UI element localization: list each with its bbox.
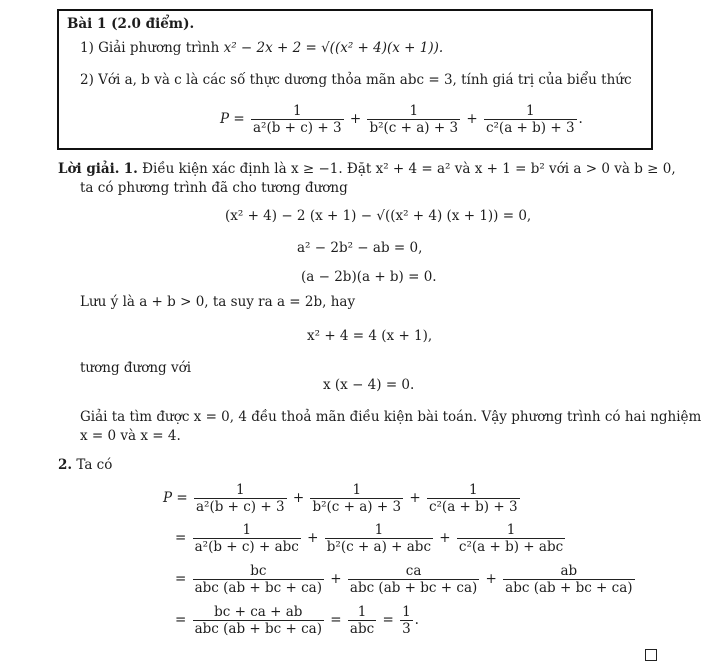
item1-equation: x² − 2x + 2 = √((x² + 4)(x + 1)). <box>223 40 444 56</box>
numerator: 1 <box>402 604 411 620</box>
numerator: 1 <box>352 482 362 498</box>
conclusion-line1: Giải ta tìm được x = 0, 4 đều thoả mãn điều kiện bài toán. Vậy phương trình có hai nghiệm <box>80 409 702 425</box>
row2-term-1 <box>193 522 301 555</box>
denominator: c²(a + b) + 3 <box>428 499 518 515</box>
P-term-3 <box>484 103 577 136</box>
denominator: c²(a + b) + abc <box>458 539 564 555</box>
problem-item-1 <box>80 40 443 56</box>
row-lead: P = <box>163 490 188 506</box>
intro-text-1: Điều kiện xác định là x ≥ −1. Đặt x² + 4 = a² và x + 1 = b² với a > 0 và b ≥ 0, <box>142 161 676 177</box>
derivation-row-final: = $\frac{bc + ca + ab}{\text{abc (ab + bc + ca)}}$ = $\frac{1}{\text{abc}}$ = $\frac{1}{3}$ . <box>175 604 419 637</box>
denominator: b²(c + a) + 3 <box>312 499 402 515</box>
row3-term-3 <box>503 563 634 596</box>
numerator: 1 <box>409 103 419 119</box>
equation-5: x (x − 4) = 0. <box>323 377 415 393</box>
row3-term-1 <box>193 563 324 596</box>
derivation-row-3: = $\frac{bc}{\text{abc (ab + bc + ca)}}$ + $\frac{ca}{\text{abc (ab + bc + ca)}}$ + $\frac{ab}{\text{abc (ab + bc + ca)}}$ <box>175 563 633 596</box>
item1-prefix: 1) Giải phương trình <box>80 40 220 56</box>
row2-term-2 <box>325 522 433 555</box>
note-line: Lưu ý là a + b > 0, ta suy ra a = 2b, hay <box>80 294 356 310</box>
equation-4: x² + 4 = 4 (x + 1), <box>307 328 433 344</box>
row1-term-2 <box>310 482 403 515</box>
problem-item-2: 2) Với a, b và c là các số thực dương thỏa mãn abc = 3, tính giá trị của biểu thức <box>80 72 632 88</box>
denominator: a²(b + c) + 3 <box>195 499 285 515</box>
row1-term-3 <box>427 482 520 515</box>
numerator: bc <box>250 563 267 579</box>
denominator: 3 <box>402 621 411 637</box>
solution-label: Lời giải. <box>58 161 120 177</box>
conclusion-line2: x = 0 và x = 4. <box>80 428 181 444</box>
equation-3: (a − 2b)(a + b) = 0. <box>301 269 437 285</box>
part1-label: 1. <box>123 161 138 177</box>
final-term-2 <box>348 604 376 637</box>
denominator: abc (ab + bc + ca) <box>194 580 322 596</box>
problem-P-formula: P = $\frac{1}{\text{a²(b + c) + 3}}$ + $\frac{1}{\text{b²(c + a) + 3}}$ + $\frac{1}{\text{c²(a + b) + 3}}$ . <box>220 103 583 136</box>
numerator: 1 <box>468 482 478 498</box>
denominator: a²(b + c) + abc <box>194 539 299 555</box>
denominator: b²(c + a) + abc <box>326 539 432 555</box>
numerator: 1 <box>242 522 252 538</box>
denominator: c²(a + b) + 3 <box>485 120 575 136</box>
row1-term-1 <box>194 482 287 515</box>
row-lead: = <box>175 571 187 587</box>
equation-1: (x² + 4) − 2 (x + 1) − √((x² + 4) (x + 1)) = 0, <box>225 208 532 224</box>
solution-intro-line2: ta có phương trình đã cho tương đương <box>80 180 348 196</box>
part2-intro: Ta có <box>76 457 113 473</box>
denominator: abc <box>349 621 375 637</box>
numerator: 1 <box>235 482 245 498</box>
problem-title: Bài 1 (2.0 điểm). <box>67 16 195 32</box>
denominator: b²(c + a) + 3 <box>369 120 459 136</box>
denominator: abc (ab + bc + ca) <box>349 580 478 596</box>
qed-square-icon <box>645 649 657 661</box>
P-term-2 <box>367 103 460 136</box>
denominator: abc (ab + bc + ca) <box>505 580 633 596</box>
row2-term-3 <box>457 522 565 555</box>
solution-intro-line1 <box>58 161 676 177</box>
final-term-3 <box>400 604 413 637</box>
numerator: 1 <box>357 604 367 620</box>
row3-term-2 <box>348 563 479 596</box>
row-lead: = <box>175 612 187 628</box>
P-term-1 <box>251 103 344 136</box>
numerator: bc + ca + ab <box>214 604 303 620</box>
numerator: ca <box>405 563 422 579</box>
derivation-row-1: P = $\frac{1}{\text{a²(b + c) + 3}}$ + $\frac{1}{\text{b²(c + a) + 3}}$ + $\frac{1}{\text{c²(a + b) + 3}}$ <box>163 482 518 515</box>
equivalent-line: tương đương với <box>80 360 192 376</box>
numerator: ab <box>560 563 578 579</box>
equation-2: a² − 2b² − ab = 0, <box>297 240 423 256</box>
denominator: abc (ab + bc + ca) <box>194 621 322 637</box>
numerator: 1 <box>525 103 535 119</box>
part2-heading <box>58 457 112 473</box>
row-lead: = <box>175 530 187 546</box>
numerator: 1 <box>292 103 302 119</box>
final-term-1 <box>193 604 324 637</box>
denominator: a²(b + c) + 3 <box>252 120 342 136</box>
derivation-row-2: = $\frac{1}{\text{a²(b + c) + abc}}$ + $\frac{1}{\text{b²(c + a) + abc}}$ + $\frac{1}{\text{c²(a + b) + abc}}$ <box>175 522 564 555</box>
numerator: 1 <box>506 522 516 538</box>
numerator: 1 <box>374 522 384 538</box>
part2-label: 2. <box>58 457 73 473</box>
P-lhs: P = <box>220 111 245 127</box>
final-period: . <box>414 612 419 628</box>
